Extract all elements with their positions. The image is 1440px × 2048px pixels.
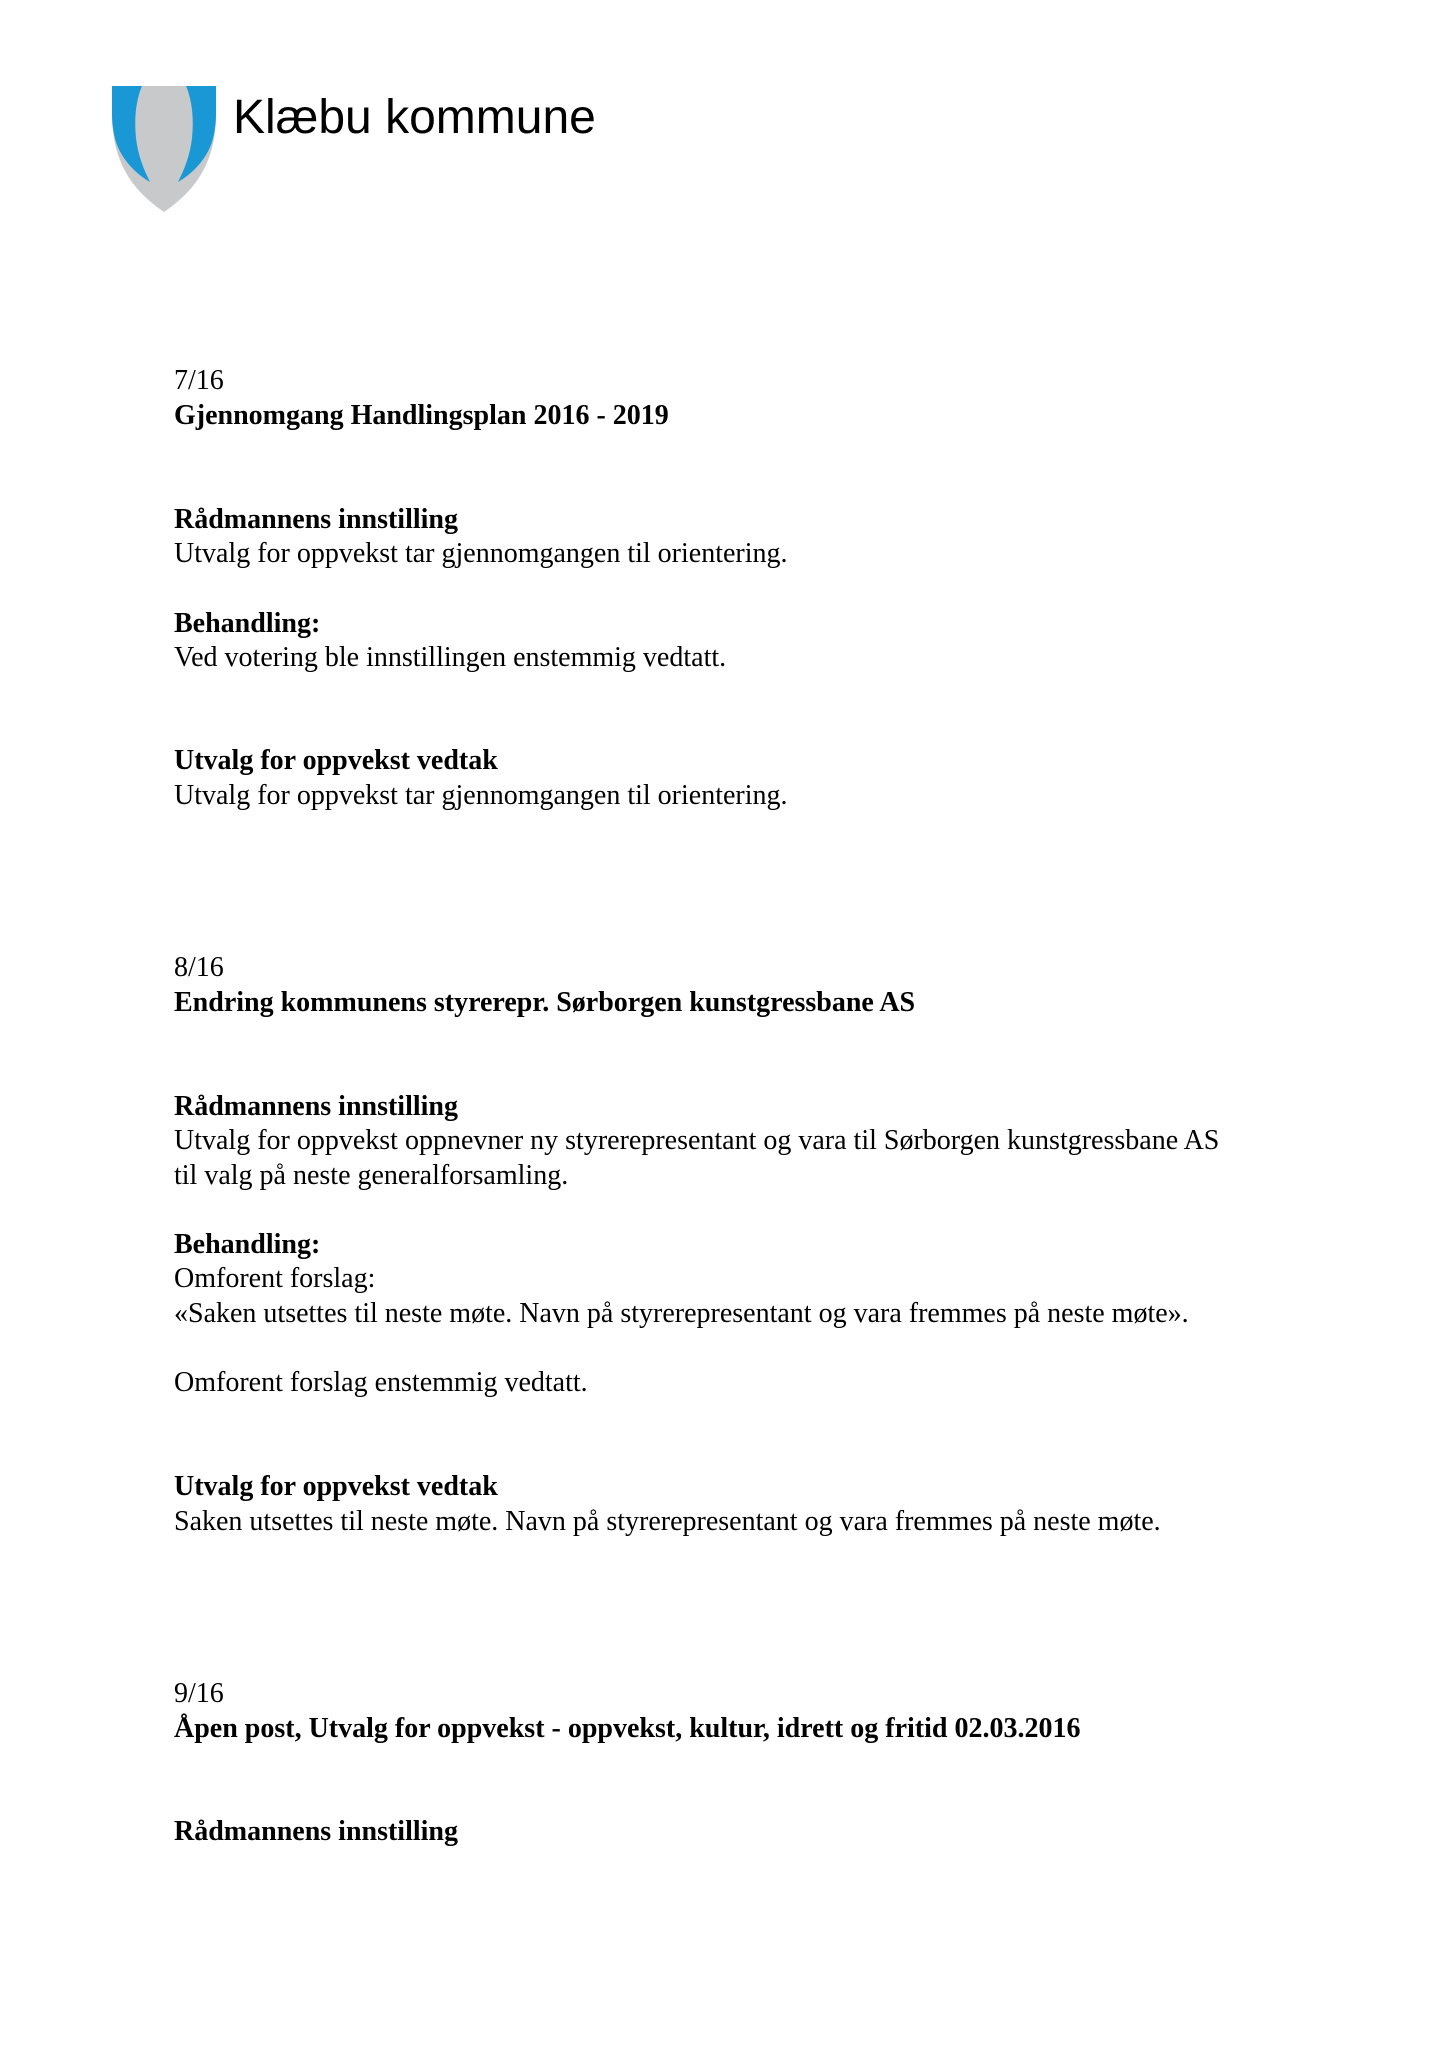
- treatment-text: Omforent forslag enstemmig vedtatt.: [174, 1367, 588, 1398]
- case-number: 9/16: [174, 1678, 224, 1709]
- recommendation-text: Utvalg for oppvekst tar gjennomgangen til orientering.: [174, 538, 788, 569]
- treatment-text: Ved votering ble innstillingen enstemmig vedtatt.: [174, 642, 727, 673]
- treatment-heading: Behandling:: [174, 1229, 321, 1260]
- decision-text: Saken utsettes til neste møte. Navn på styrerepresentant og vara fremmes på neste møte.: [174, 1506, 1161, 1537]
- municipality-name: Klæbu kommune: [233, 91, 596, 144]
- decision-text: Utvalg for oppvekst tar gjennomgangen til orientering.: [174, 780, 788, 811]
- coat-of-arms-icon: [112, 86, 216, 212]
- recommendation-heading: Rådmannens innstilling: [174, 1816, 458, 1847]
- treatment-heading: Behandling:: [174, 608, 321, 639]
- case-title: Gjennomgang Handlingsplan 2016 - 2019: [174, 400, 669, 431]
- case-title: Åpen post, Utvalg for oppvekst - oppvekst, kultur, idrett og fritid 02.03.2016: [174, 1713, 1081, 1744]
- recommendation-heading: Rådmannens innstilling: [174, 1091, 458, 1122]
- recommendation-heading: Rådmannens innstilling: [174, 504, 458, 535]
- decision-heading: Utvalg for oppvekst vedtak: [174, 745, 498, 776]
- recommendation-text: til valg på neste generalforsamling.: [174, 1160, 569, 1191]
- case-number: 8/16: [174, 952, 224, 983]
- case-number: 7/16: [174, 365, 224, 396]
- recommendation-text: Utvalg for oppvekst oppnevner ny styrerepresentant og vara til Sørborgen kunstgressbane AS: [174, 1125, 1220, 1156]
- decision-heading: Utvalg for oppvekst vedtak: [174, 1471, 498, 1502]
- case-title: Endring kommunens styrerepr. Sørborgen kunstgressbane AS: [174, 987, 916, 1018]
- treatment-text: «Saken utsettes til neste møte. Navn på styrerepresentant og vara fremmes på neste møte».: [174, 1298, 1189, 1329]
- treatment-text: Omforent forslag:: [174, 1263, 376, 1294]
